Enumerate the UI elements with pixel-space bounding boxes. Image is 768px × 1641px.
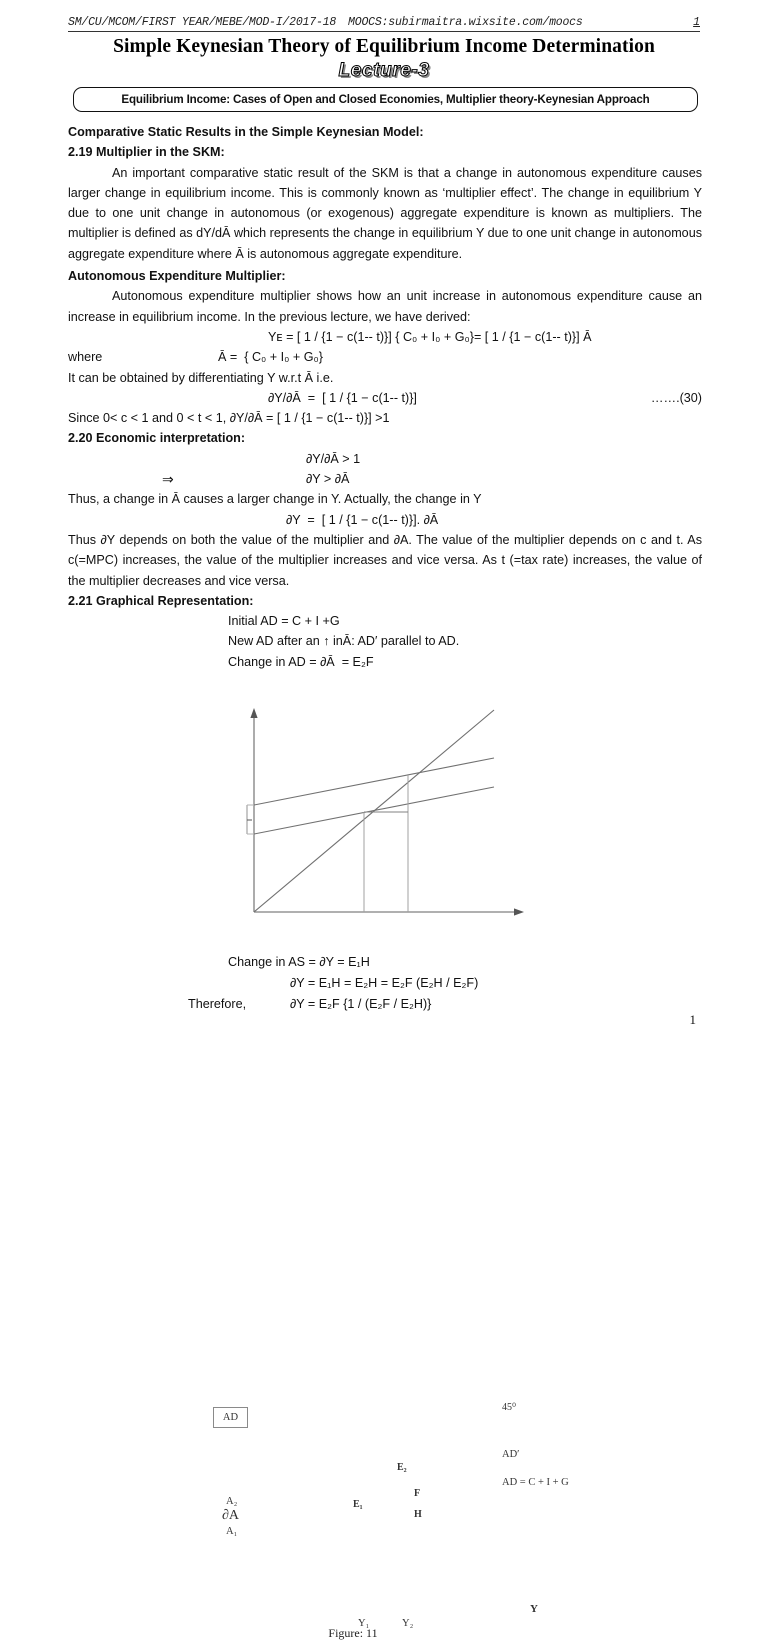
therefore-row	[68, 994, 702, 1015]
y-axis-arrow-icon	[250, 708, 257, 718]
figure-ad-box-label: AD	[222, 1412, 239, 1423]
equation-dy-da-gt-1: ∂Y/∂Ā > 1	[306, 451, 361, 466]
equation-dy-gt-da: ∂Y > ∂Ā	[306, 472, 350, 487]
label-ad-prime: AD′	[502, 1449, 520, 1460]
lecture-title: Lecture-3	[338, 60, 430, 81]
implies-arrow-icon: ⇒	[162, 471, 174, 488]
line-ad-prime	[254, 758, 494, 805]
label-y2: Y₂	[402, 1618, 414, 1629]
heading-autonomous-expenditure-multiplier: Autonomous Expenditure Multiplier:	[68, 269, 286, 284]
paragraph-aem: Autonomous expenditure multiplier shows how an unit increase in autonomous expenditure cause an increase in equilibrium income. In the previous lecture, we have derived:	[68, 289, 702, 324]
graph-line-1: Initial AD = C + I +G	[228, 614, 340, 629]
equation-YE: Yᴇ = [ 1 / {1 − c(1-- t)}] { C₀ + I₀ + G₀}= [ 1 / {1 − c(1-- t)}] Ā	[268, 329, 592, 344]
label-point-e1: E₁	[353, 1499, 363, 1510]
label-a2: A₂	[226, 1496, 238, 1507]
bottom-line-3: ∂Y = E₂F {1 / (E₂F / E₂H)}	[290, 997, 432, 1011]
heading-2-19: 2.19 Multiplier in the SKM:	[68, 145, 225, 160]
figure-ad-box	[213, 1407, 248, 1428]
label-point-h: H	[414, 1509, 422, 1520]
line-ad	[254, 787, 494, 834]
bottom-equations	[68, 952, 702, 1015]
graph-line-3: Change in AD = ∂Ā = E₂F	[228, 654, 374, 669]
implication-row	[68, 469, 702, 489]
header-course-path: SM/CU/MCOM/FIRST YEAR/MEBE/MOD-I/2017-18	[68, 16, 337, 29]
equation-30-number: …….(30)	[650, 390, 702, 405]
label-x-axis: Y	[530, 1603, 538, 1615]
document-body	[68, 122, 702, 672]
figure-graph-canvas	[0, 698, 768, 948]
heading-comparative-static: Comparative Static Results in the Simple Keynesian Model:	[68, 125, 424, 139]
label-y1: Y₁	[358, 1618, 370, 1629]
label-a1: A₁	[226, 1526, 238, 1537]
heading-2-20: 2.20 Economic interpretation:	[68, 431, 246, 446]
since-line: Since 0< c < 1 and 0 < t < 1, ∂Y/∂Ā = [ 1 / {1 − c(1-- t)}] >1	[68, 411, 390, 426]
equation-30: ∂Y/∂Ā = [ 1 / {1 − c(1-- t)}]	[268, 390, 417, 405]
label-point-e2: E₂	[397, 1462, 407, 1473]
thus-change-line: Thus, a change in Ā causes a larger change in Y. Actually, the change in Y	[68, 492, 482, 507]
where-row	[68, 347, 702, 367]
label-point-f: F	[414, 1488, 421, 1499]
graph-line-2: New AD after an ↑ inĀ: AD′ parallel to AD.	[228, 634, 460, 649]
heading-2-21: 2.21 Graphical Representation:	[68, 593, 254, 608]
differentiating-line: It can be obtained by differentiating Y w.r.t Ā i.e.	[68, 370, 334, 385]
topic-banner	[73, 87, 698, 112]
figure-caption: Figure: 11	[328, 1626, 378, 1640]
header-moocs-url: MOOCS:subirmaitra.wixsite.com/moocs	[348, 16, 583, 29]
where-label: where	[68, 350, 103, 365]
equation-Abar: Ā = { C₀ + I₀ + G₀}	[218, 350, 323, 365]
label-delta-a: ∂A	[222, 1508, 240, 1523]
page-header	[68, 16, 700, 32]
bottom-line-1: Change in AS = ∂Y = E₁H	[228, 955, 370, 969]
paragraph-2-19: An important comparative static result of the SKM is that a change in autonomous expenditure causes larger change in equilibrium income. This is commonly known as ‘multiplier effect’. The change in equilibrium Y due to one unit change in autonomous (or exogenous) aggregate expenditure is known as multipliers. The multiplier is defined as dY/dĀ which represents the change in equilibrium Y due to one unit change in autonomous aggregate expenditure where Ā is autonomous aggregate expenditure.	[68, 165, 702, 261]
equation-dy: ∂Y = [ 1 / {1 − c(1-- t)}]. ∂Ā	[286, 512, 439, 527]
bottom-line-2: ∂Y = E₁H = E₂H = E₂F (E₂H / E₂F)	[290, 976, 479, 990]
equation-30-row	[68, 388, 702, 408]
page-title: Simple Keynesian Theory of Equilibrium Income Determination	[113, 36, 655, 57]
paragraph-thus-dy: Thus ∂Y depends on both the value of the multiplier and ∂A. The value of the multiplier depends on c and t. As c(=MPC) increases, the value of the multiplier increases and vice versa. As t (=tax rate) increases, the value of the multiplier decreases and vice versa.	[68, 532, 702, 588]
header-page-number: 1	[693, 16, 700, 29]
footer-page-number: 1	[689, 1012, 696, 1027]
topic-banner-text: Equilibrium Income: Cases of Open and Closed Economies, Multiplier theory-Keynesian Approach	[121, 93, 650, 106]
label-45-degree: 45⁰	[502, 1402, 517, 1413]
x-axis-arrow-icon	[514, 908, 524, 915]
therefore-label: Therefore,	[188, 997, 247, 1011]
label-ad-equation: AD = C + I + G	[502, 1477, 569, 1488]
